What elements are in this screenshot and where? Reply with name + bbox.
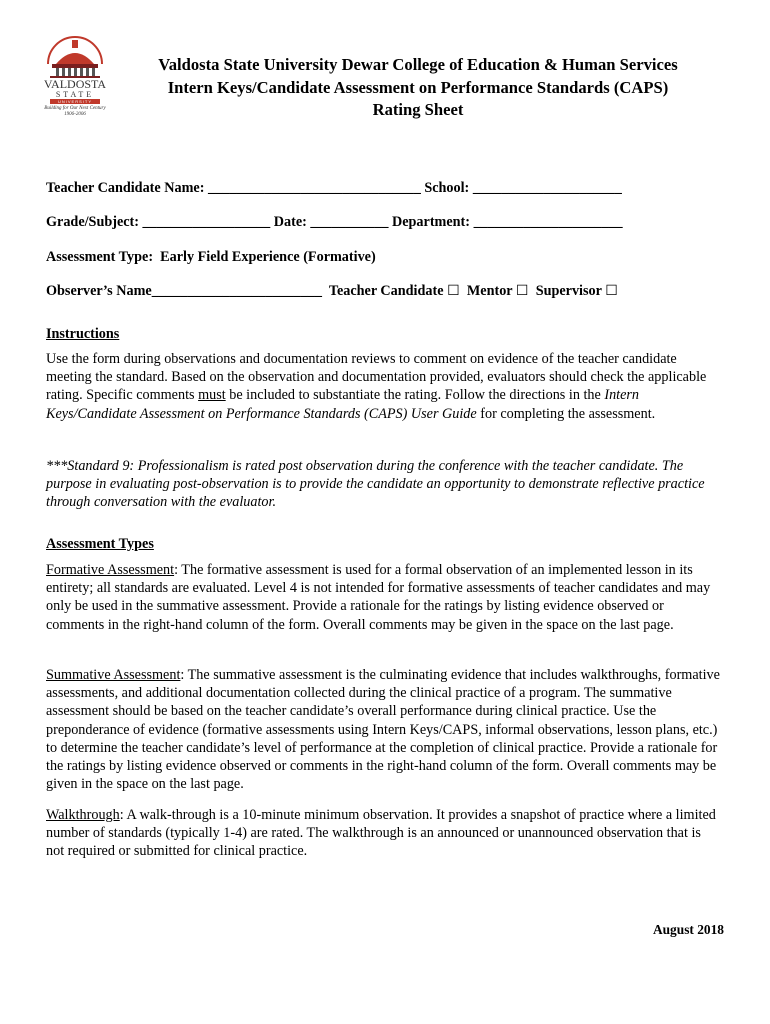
formative-paragraph — [46, 561, 722, 634]
grade-subject-label: Grade/Subject: — [46, 214, 139, 230]
logo-years: 1906-2006 — [64, 112, 86, 116]
school-label: School: — [424, 180, 470, 196]
instructions-text-c: for completing the assessment. — [476, 405, 656, 422]
role-supervisor-label: Supervisor — [535, 283, 602, 299]
document-header — [118, 54, 718, 122]
footer-date: August 2018 — [652, 922, 724, 937]
assessment-types-heading: Assessment Types — [46, 536, 154, 552]
logo-name: VALDOSTA — [43, 77, 107, 91]
role-mentor-checkbox[interactable]: ☐ — [515, 283, 529, 299]
department-field[interactable]: _____________________ — [473, 214, 623, 230]
observer-name-label: Observer’s Name — [46, 283, 152, 299]
instructions-paragraph — [46, 350, 722, 423]
standard-9-note: ***Standard 9: Professionalism is rated post observation during the conference with the teacher candidate. The purpose in evaluating post-observation is to provide the candidate an opportunity to demonstrate reflective practice through conversation with the evaluator. — [46, 458, 705, 511]
instructions-must: must — [198, 387, 226, 404]
date-field[interactable]: ___________ — [310, 214, 389, 230]
role-teacher-checkbox[interactable]: ☐ — [447, 283, 460, 299]
formative-label: Formative Assessment — [46, 562, 175, 578]
role-teacher-label: Teacher Candidate — [328, 283, 444, 299]
school-field[interactable]: _____________________ — [472, 180, 622, 196]
observer-row — [46, 283, 618, 300]
header-line-2: Intern Keys/Candidate Assessment on Performance Standards (CAPS) — [167, 77, 669, 97]
summative-text: : The summative assessment is the culminating evidence that includes walkthroughs, formative assessments, and additional documentation collected during the clinical practice of a program. The summative assessment should be based on the teacher candidate’s overall performance during clinical practice. Use the preponderance of evidence (formative assessments using Intern Keys/CAPS, informal observations, lesson plans, etc.) to determine the teacher candidate’s level of performance at the completion of clinical practice. Provide a rationale for the ratings by listing evidence observed or comments in the right-hand column of the form. Overall comments may be given in the space on the last page. — [46, 667, 720, 793]
date-label: Date: — [273, 214, 307, 230]
formative-text: : The formative assessment is used for a formal observation of an implemented lesson in its entirety; all standards are evaluated. Level 4 is not intended for formative assessments of teacher candidates and may only be used in the summative assessment. Provide a rationale for the ratings by listing evidence observed or comments in the right-hand column of the form. Overall comments may be given in the space on the last page. — [46, 562, 711, 633]
header-line-3: Rating Sheet — [372, 100, 464, 119]
role-mentor-label: Mentor — [466, 283, 513, 299]
department-label: Department: — [392, 214, 471, 230]
candidate-name-field[interactable]: ______________________________ — [207, 180, 421, 196]
summative-label: Summative Assessment — [46, 667, 181, 683]
logo-tagline: Building for Our Next Century — [44, 106, 106, 111]
assessment-type-label: Assessment Type: — [46, 249, 154, 265]
walkthrough-paragraph — [46, 806, 722, 861]
logo-university: UNIVERSITY — [57, 99, 93, 104]
instructions-user-guide: Intern Keys/Candidate Assessment on Performance Standards (CAPS) User Guide — [46, 387, 640, 422]
logo-state: STATE — [55, 90, 95, 99]
walkthrough-text: : A walk-through is a 10-minute minimum observation. It provides a snapshot of practice where a limited number of standards (typically 1-4) are rated. The walkthrough is an announced or unannounced observation that is not required or submitted for clinical practice. — [46, 807, 716, 860]
candidate-row — [46, 180, 622, 197]
grade-subject-field[interactable]: __________________ — [142, 214, 271, 230]
candidate-name-label: Teacher Candidate Name: — [46, 180, 205, 196]
summative-paragraph — [46, 666, 722, 793]
header-line-1: Valdosta State University Dewar College of Education & Human Services — [158, 55, 678, 74]
university-logo — [34, 36, 116, 116]
instructions-text-a: Use the form during observations and documentation reviews to comment on evidence of the teacher candidate meeting the standard. Based on the observation and documentation provided, evaluators should check the applicable rating. Specific comments — [46, 351, 707, 404]
instructions-heading: Instructions — [46, 326, 120, 342]
assessment-type-value: Early Field Experience (Formative) — [160, 249, 376, 265]
assessment-type-row — [46, 249, 376, 266]
role-supervisor-checkbox[interactable]: ☐ — [605, 283, 618, 299]
observer-name-field[interactable]: ________________________ — [151, 283, 322, 299]
grade-row — [46, 214, 623, 231]
walkthrough-label: Walkthrough — [46, 807, 120, 823]
instructions-text-b: be included to substantiate the rating. Follow the directions in the — [225, 387, 605, 404]
